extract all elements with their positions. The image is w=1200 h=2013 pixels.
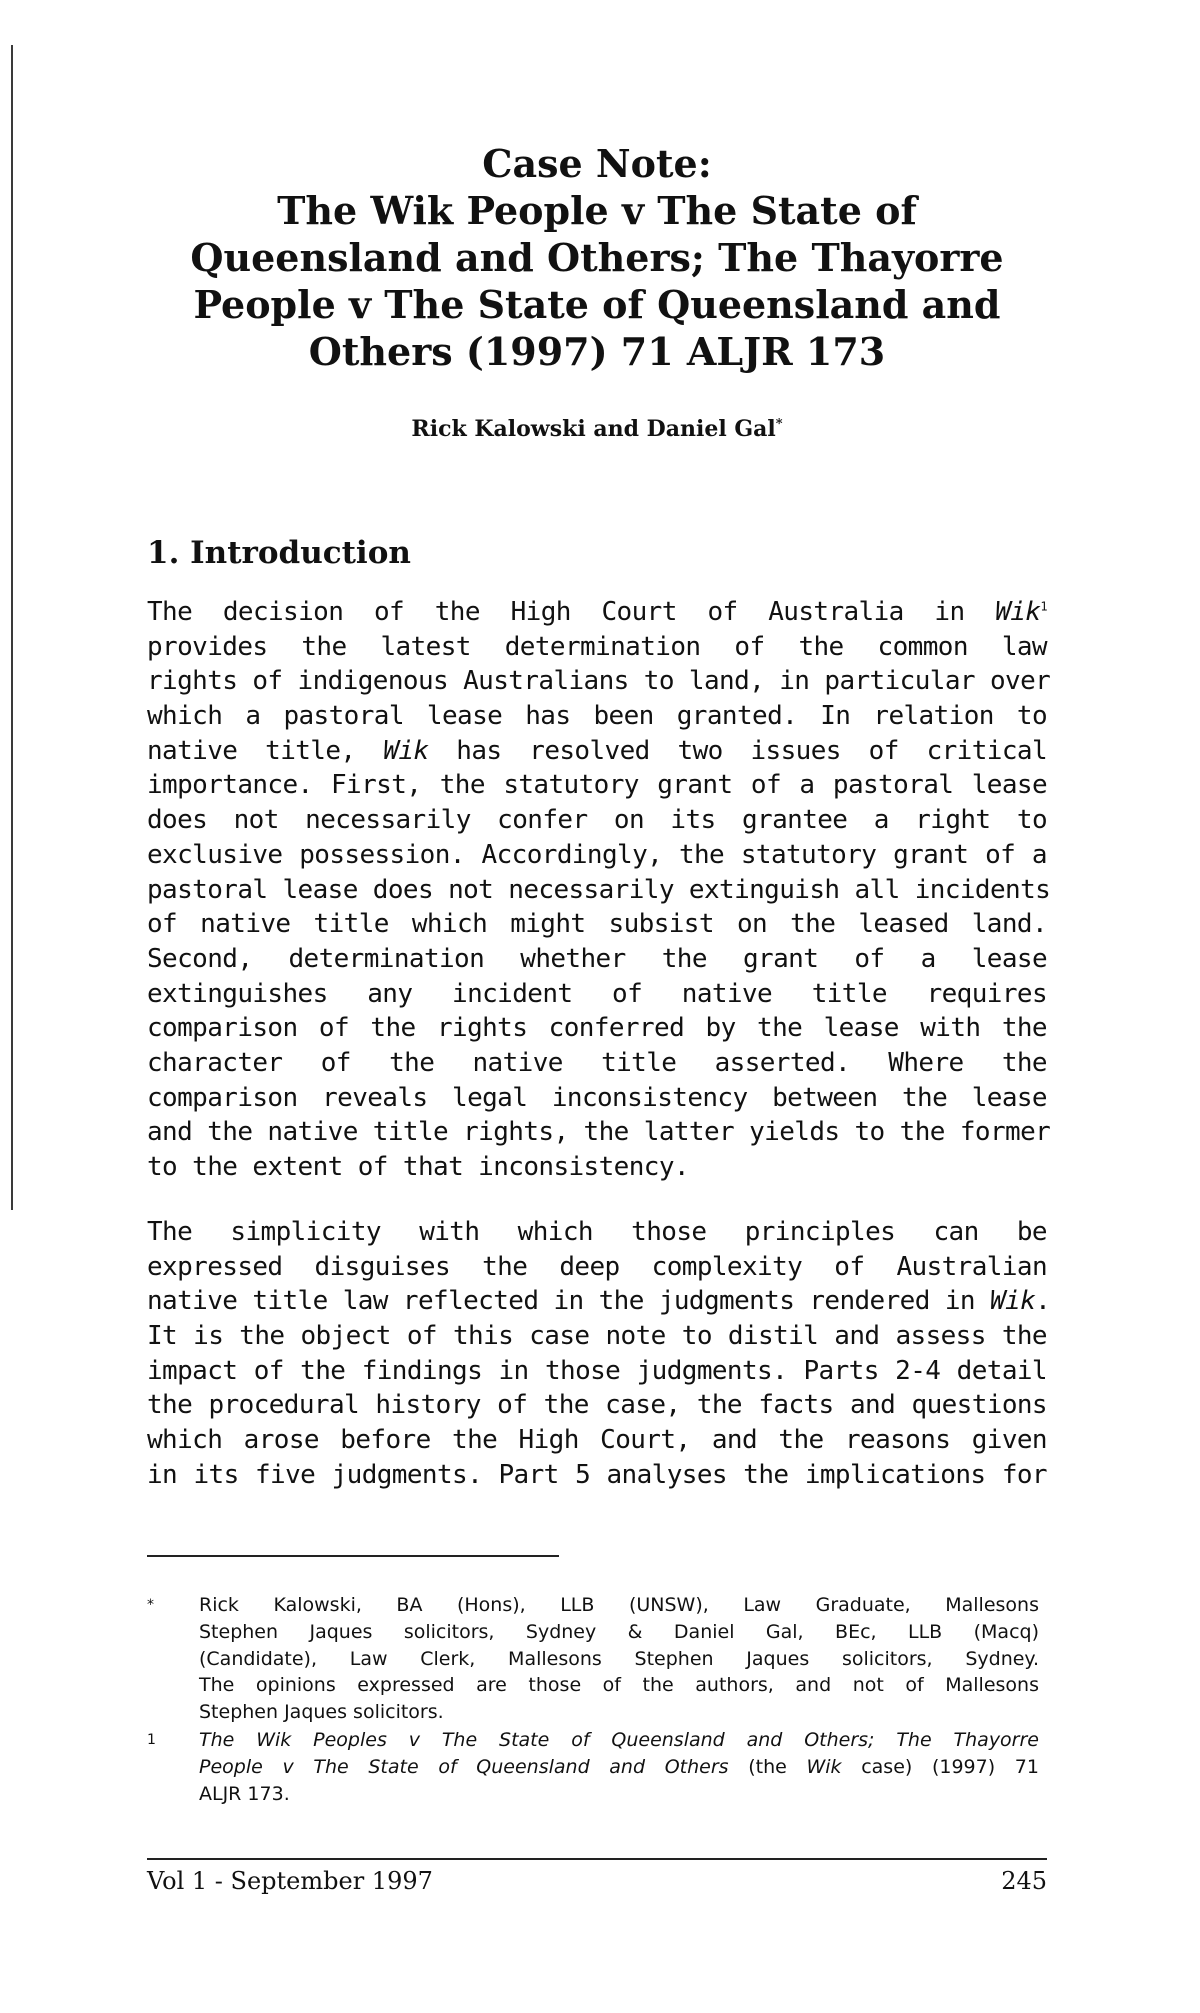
author-byline xyxy=(147,416,1047,442)
footnote-line: Rick Kalowski, BA (Hons), LLB (UNSW), Law Graduate, Mallesons xyxy=(199,1594,1039,1616)
scan-margin-line xyxy=(11,45,13,1210)
paragraph-line: rights of indigenous Australians to land, in particular over xyxy=(147,666,1051,697)
title-line: The Wik People v The State of xyxy=(277,188,917,233)
paragraph-line: comparison reveals legal inconsistency between the lease xyxy=(147,1082,1047,1113)
title-line: Case Note: xyxy=(482,141,712,186)
author-names: Rick Kalowski and Daniel Gal xyxy=(411,416,776,442)
paragraph-line: character of the native title asserted. Where the xyxy=(147,1047,1047,1078)
page-number: 245 xyxy=(1001,1867,1047,1895)
footnote-ref-1[interactable]: 1 xyxy=(1040,599,1047,614)
footnote-line: Stephen Jaques solicitors, Sydney & Daniel Gal, BEc, LLB (Macq) xyxy=(199,1620,1039,1643)
paragraph-line: provides the latest determination of the common law xyxy=(147,631,1047,662)
introduction-paragraph-2 xyxy=(147,1215,1051,1493)
footer-divider xyxy=(147,1858,1047,1860)
paragraph-line: does not necessarily confer on its grantee a right to xyxy=(147,805,1047,836)
footnote-line: Stephen Jaques solicitors. xyxy=(199,1701,444,1724)
paragraph-line: in its five judgments. Part 5 analyses the implications for xyxy=(147,1459,1047,1490)
title-line: People v The State of Queensland and xyxy=(193,282,1001,327)
paragraph-line xyxy=(147,595,1047,630)
section-heading: 1. Introduction xyxy=(147,535,411,571)
case-note-title xyxy=(147,140,1047,375)
paragraph-line: to the extent of that inconsistency. xyxy=(147,1152,689,1182)
case-name: Wik xyxy=(383,735,429,766)
footnote-text xyxy=(199,1727,1039,1807)
text-run: has resolved two issues of critical xyxy=(428,735,1048,766)
footnote-line xyxy=(199,1727,1039,1754)
paragraph-line: impact of the findings in those judgments. Parts 2-4 detail xyxy=(147,1355,1047,1386)
paragraph-line: importance. First, the statutory grant of a pastoral lease xyxy=(147,770,1047,801)
case-name: Wik xyxy=(995,597,1041,627)
text-run: case) (1997) 71 xyxy=(841,1755,1039,1778)
footnote-marker: * xyxy=(147,1597,154,1613)
case-name: Wik xyxy=(806,1755,842,1778)
paragraph-line: of native title which might subsist on the leased land. xyxy=(147,909,1047,940)
paragraph-line: which a pastoral lease has been granted. In relation to xyxy=(147,701,1047,732)
paragraph-line: and the native title rights, the latter yields to the former xyxy=(147,1117,1051,1148)
text-run: native title law reflected in the judgments rendered in xyxy=(147,1286,990,1317)
text-run: The decision of the High Court of Australia in xyxy=(147,597,996,627)
author-footnote-marker[interactable]: * xyxy=(775,416,783,432)
text-run: (the xyxy=(728,1755,807,1778)
footnote-line: (Candidate), Law Clerk, Mallesons Stephen Jaques solicitors, Sydney. xyxy=(199,1647,1039,1670)
paragraph-line xyxy=(147,734,1047,769)
paragraph-line: comparison of the rights conferred by the lease with the xyxy=(147,1013,1047,1044)
title-line: Others (1997) 71 ALJR 173 xyxy=(308,329,886,374)
paragraph-line: extinguishes any incident of native title requires xyxy=(147,978,1047,1009)
paragraph-line: Second, determination whether the grant of a lease xyxy=(147,943,1047,974)
footnote-line: ALJR 173. xyxy=(199,1782,290,1805)
paragraph-line: The simplicity with which those principles can be xyxy=(147,1217,1047,1247)
paragraph-line: which arose before the High Court, and the reasons given xyxy=(147,1425,1047,1456)
document-page xyxy=(147,0,1051,2013)
footnote-line xyxy=(199,1754,1039,1781)
footnote-marker: 1 xyxy=(147,1732,156,1748)
title-line: Queensland and Others; The Thayorre xyxy=(190,235,1004,280)
paragraph-line xyxy=(147,1284,1051,1319)
paragraph-line: exclusive possession. Accordingly, the statutory grant of a xyxy=(147,839,1047,870)
text-run: . xyxy=(1035,1286,1051,1317)
paragraph-line: expressed disguises the deep complexity of Australian xyxy=(147,1251,1047,1282)
case-citation: The Wik Peoples v The State of Queensland and Others; The Thayorre xyxy=(199,1729,1039,1751)
footnote-divider xyxy=(147,1555,559,1557)
paragraph-line: pastoral lease does not necessarily extinguish all incidents xyxy=(147,874,1051,905)
footnote-line: The opinions expressed are those of the authors, and not of Mallesons xyxy=(199,1674,1039,1697)
footnote-text xyxy=(199,1592,1039,1726)
case-citation: People v The State of Queensland and Others xyxy=(199,1755,729,1778)
introduction-paragraph-1 xyxy=(147,595,1051,1185)
case-name: Wik xyxy=(990,1286,1036,1317)
paragraph-line: It is the object of this case note to distil and assess the xyxy=(147,1321,1047,1352)
text-run: native title, xyxy=(147,735,384,766)
paragraph-line: the procedural history of the case, the facts and questions xyxy=(147,1390,1047,1421)
volume-info: Vol 1 - September 1997 xyxy=(147,1867,433,1895)
